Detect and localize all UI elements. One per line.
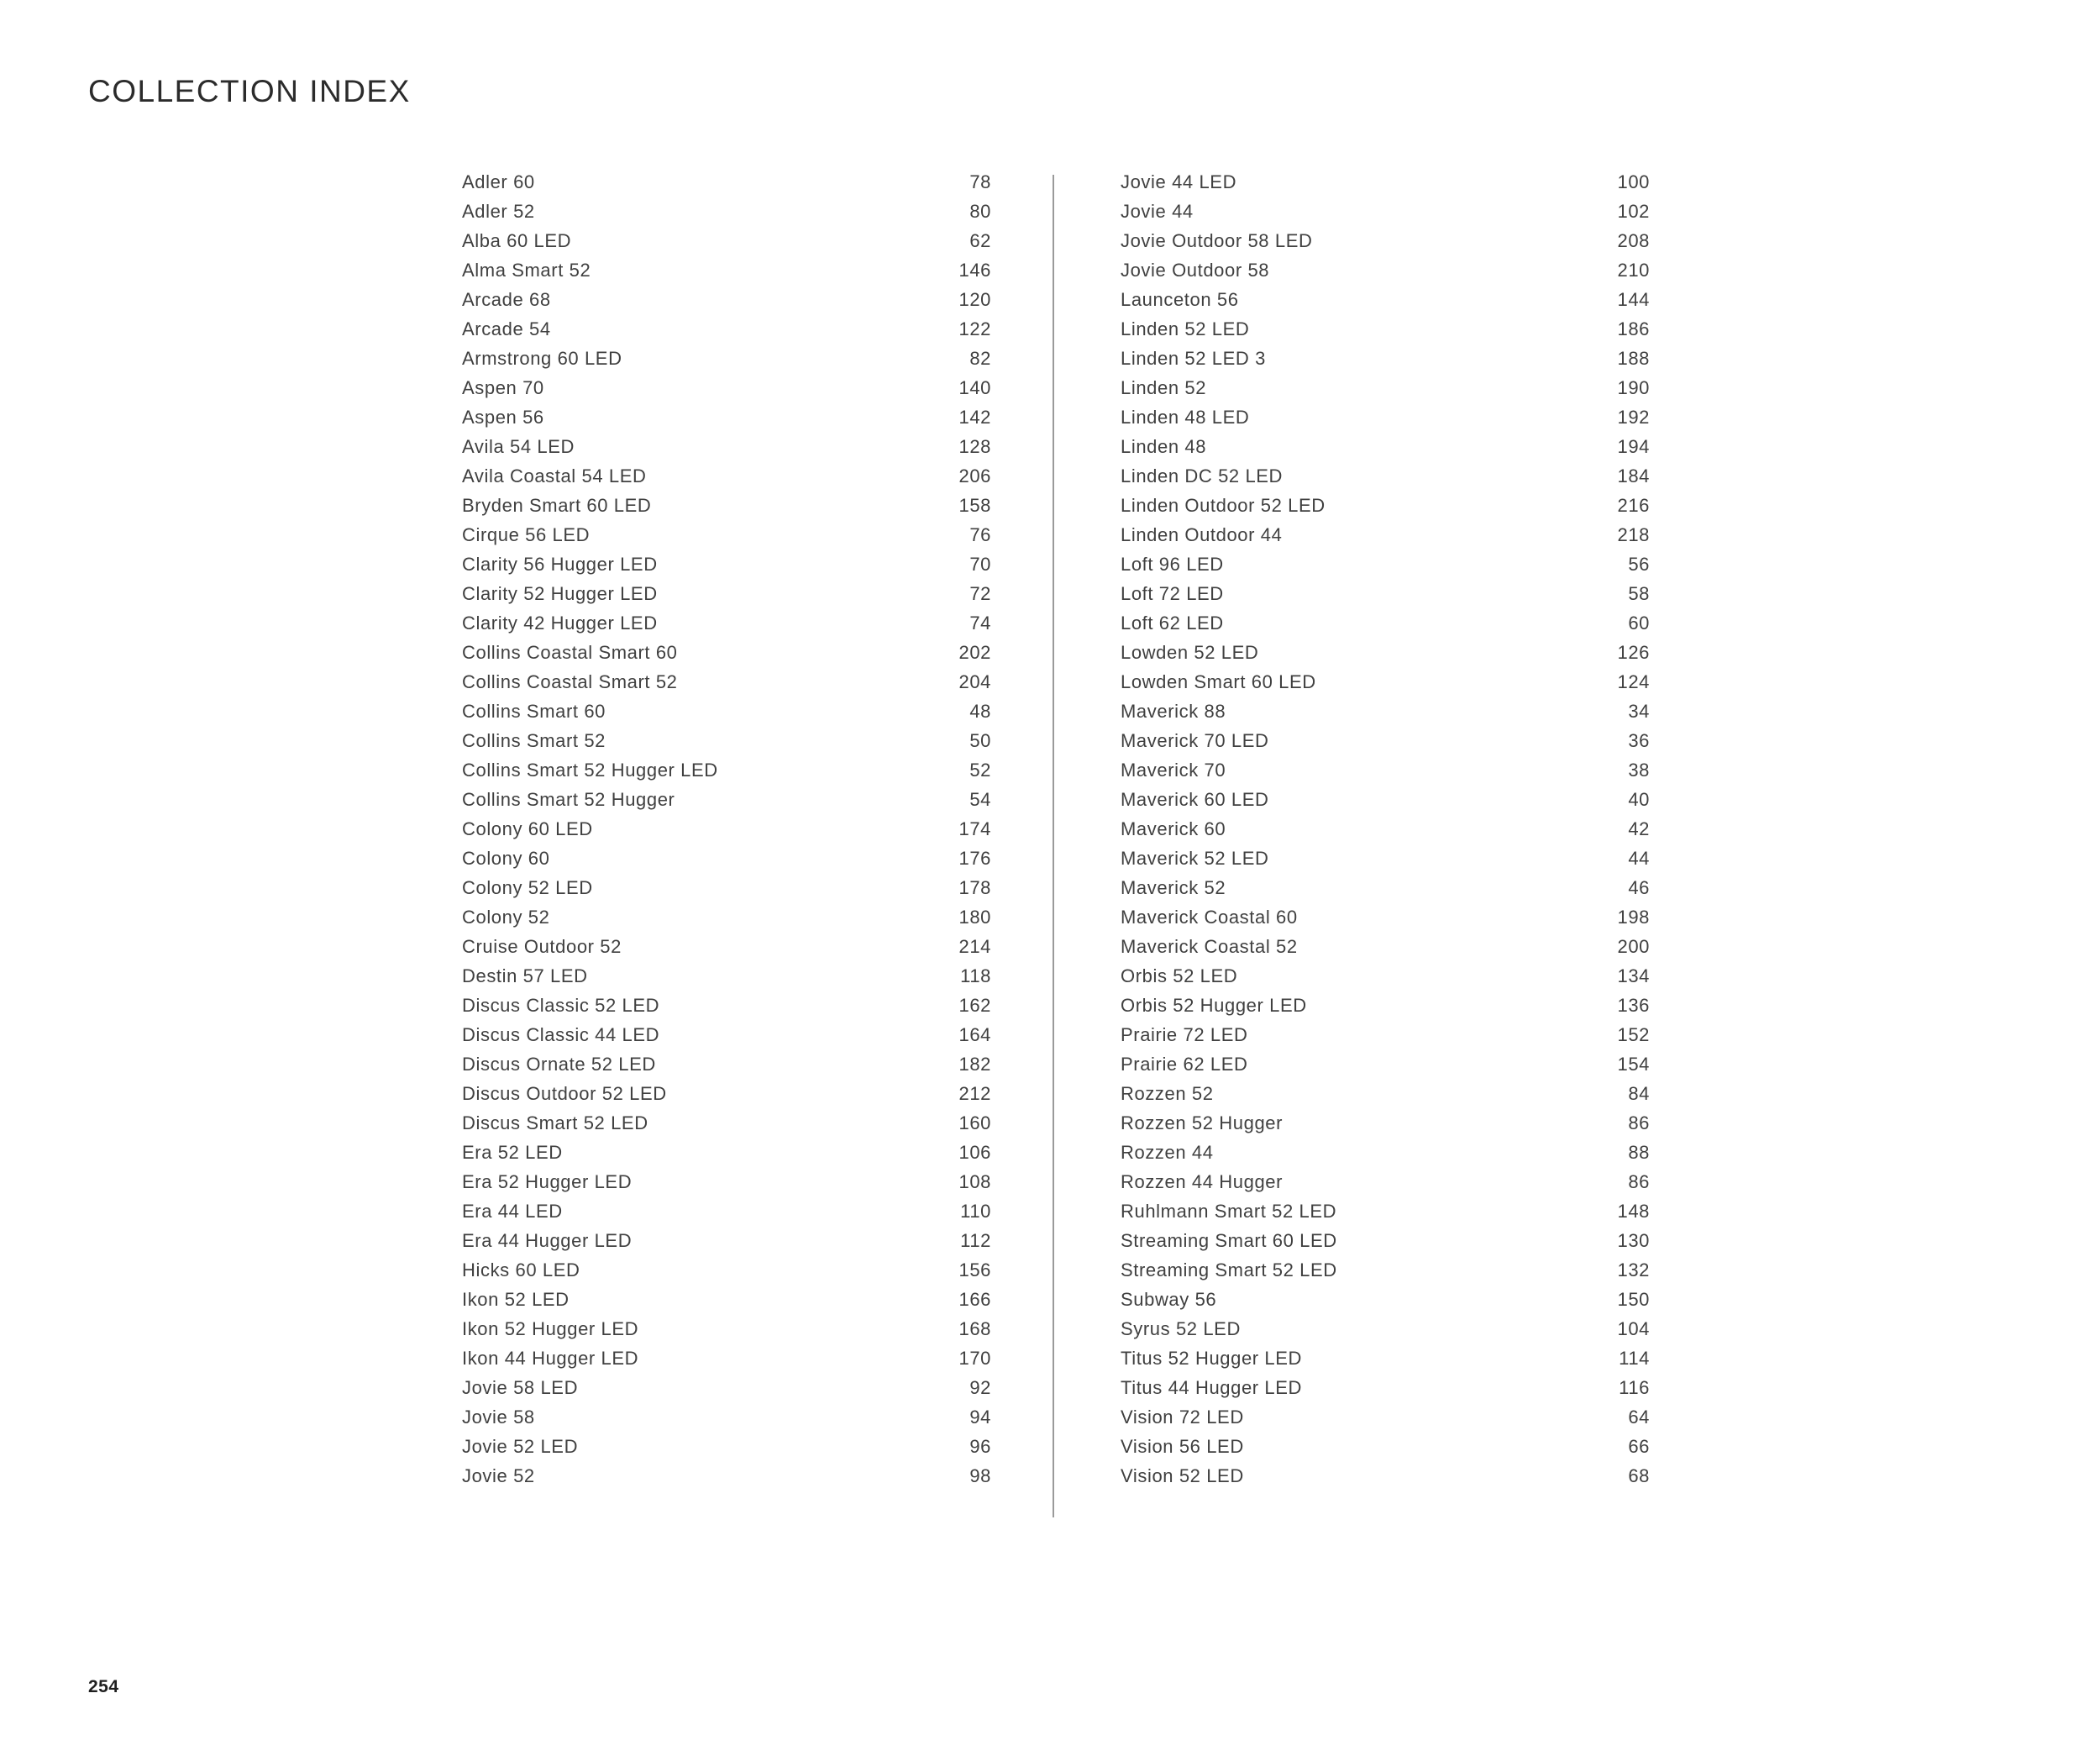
entry-name: Collins Coastal Smart 60 — [462, 641, 678, 663]
index-entry — [462, 844, 991, 873]
index-entry — [1121, 1138, 1650, 1167]
index-entry — [462, 1285, 991, 1314]
index-entry — [1121, 285, 1650, 314]
entry-page-number: 132 — [1617, 1259, 1650, 1280]
index-entry — [462, 1079, 991, 1108]
entry-page-number: 42 — [1628, 818, 1650, 839]
entry-page-number: 200 — [1617, 935, 1650, 957]
entry-name: Maverick Coastal 60 — [1121, 906, 1298, 928]
index-entry — [462, 1432, 991, 1461]
entry-name: Colony 52 — [462, 906, 550, 928]
entry-name: Era 44 Hugger LED — [462, 1229, 633, 1251]
entry-name: Ikon 44 Hugger LED — [462, 1347, 639, 1369]
index-entry — [1121, 785, 1650, 814]
index-entry — [1121, 520, 1650, 549]
index-entry — [462, 785, 991, 814]
entry-page-number: 54 — [969, 788, 991, 810]
index-entry — [462, 549, 991, 579]
index-entry — [462, 726, 991, 755]
entry-name: Vision 72 LED — [1121, 1406, 1244, 1428]
entry-name: Discus Outdoor 52 LED — [462, 1082, 667, 1104]
entry-name: Discus Ornate 52 LED — [462, 1053, 656, 1075]
entry-name: Linden 52 LED — [1121, 318, 1250, 339]
index-entry — [462, 520, 991, 549]
entry-name: Jovie 52 — [462, 1464, 535, 1486]
entry-page-number: 136 — [1617, 994, 1650, 1016]
entry-page-number: 44 — [1628, 847, 1650, 869]
index-column-left — [462, 167, 991, 1491]
entry-page-number: 46 — [1628, 876, 1650, 898]
entry-page-number: 108 — [958, 1170, 991, 1192]
index-entry — [1121, 549, 1650, 579]
entry-name: Linden Outdoor 44 — [1121, 523, 1283, 545]
entry-page-number: 100 — [1617, 171, 1650, 192]
entry-name: Hicks 60 LED — [462, 1259, 580, 1280]
index-entry — [462, 1049, 991, 1079]
index-entry — [1121, 844, 1650, 873]
index-entry — [462, 1020, 991, 1049]
entry-page-number: 126 — [1617, 641, 1650, 663]
entry-name: Jovie 52 LED — [462, 1435, 579, 1457]
index-entry — [1121, 1079, 1650, 1108]
entry-page-number: 162 — [958, 994, 991, 1016]
entry-page-number: 82 — [969, 347, 991, 369]
entry-page-number: 110 — [960, 1200, 991, 1222]
entry-name: Clarity 56 Hugger LED — [462, 553, 658, 575]
entry-page-number: 146 — [958, 259, 991, 281]
entry-name: Collins Smart 52 — [462, 729, 606, 751]
entry-name: Lowden 52 LED — [1121, 641, 1259, 663]
entry-name: Subway 56 — [1121, 1288, 1217, 1310]
entry-page-number: 58 — [1628, 582, 1650, 604]
index-entry — [1121, 1167, 1650, 1196]
page-number: 254 — [88, 1677, 119, 1696]
index-entry — [462, 344, 991, 373]
entry-page-number: 178 — [958, 876, 991, 898]
entry-name: Linden DC 52 LED — [1121, 465, 1284, 486]
entry-page-number: 40 — [1628, 788, 1650, 810]
entry-name: Streaming Smart 60 LED — [1121, 1229, 1337, 1251]
entry-name: Maverick Coastal 52 — [1121, 935, 1298, 957]
index-entry — [462, 1167, 991, 1196]
entry-page-number: 62 — [969, 229, 991, 251]
entry-name: Maverick 70 LED — [1121, 729, 1269, 751]
entry-name: Collins Smart 52 Hugger LED — [462, 759, 718, 781]
entry-page-number: 120 — [958, 288, 991, 310]
entry-page-number: 204 — [958, 670, 991, 692]
entry-name: Syrus 52 LED — [1121, 1317, 1241, 1339]
entry-page-number: 206 — [958, 465, 991, 486]
index-entry — [462, 167, 991, 197]
entry-name: Loft 62 LED — [1121, 612, 1224, 634]
entry-name: Titus 44 Hugger LED — [1121, 1376, 1303, 1398]
entry-page-number: 66 — [1628, 1435, 1650, 1457]
index-entry — [462, 1402, 991, 1432]
index-entry — [462, 608, 991, 638]
entry-name: Vision 52 LED — [1121, 1464, 1244, 1486]
entry-page-number: 88 — [1628, 1141, 1650, 1163]
index-entry — [462, 1196, 991, 1226]
entry-page-number: 60 — [1628, 612, 1650, 634]
index-entry — [462, 1138, 991, 1167]
index-entry — [1121, 638, 1650, 667]
entry-name: Loft 72 LED — [1121, 582, 1224, 604]
entry-name: Jovie Outdoor 58 — [1121, 259, 1270, 281]
entry-name: Maverick 60 LED — [1121, 788, 1269, 810]
index-entry — [462, 755, 991, 785]
entry-page-number: 114 — [1619, 1347, 1650, 1369]
entry-name: Cruise Outdoor 52 — [462, 935, 622, 957]
entry-name: Discus Classic 52 LED — [462, 994, 660, 1016]
entry-page-number: 188 — [1617, 347, 1650, 369]
entry-name: Maverick 88 — [1121, 700, 1226, 722]
index-entry — [462, 314, 991, 344]
index-entry — [462, 814, 991, 844]
entry-name: Collins Smart 60 — [462, 700, 606, 722]
index-entry — [1121, 373, 1650, 402]
entry-name: Streaming Smart 52 LED — [1121, 1259, 1337, 1280]
entry-name: Collins Smart 52 Hugger — [462, 788, 675, 810]
index-entry — [462, 1226, 991, 1255]
entry-name: Prairie 62 LED — [1121, 1053, 1248, 1075]
index-entry — [462, 1343, 991, 1373]
entry-page-number: 124 — [1617, 670, 1650, 692]
entry-page-number: 216 — [1617, 494, 1650, 516]
entry-name: Rozzen 52 Hugger — [1121, 1112, 1284, 1133]
entry-page-number: 34 — [1628, 700, 1650, 722]
entry-page-number: 94 — [969, 1406, 991, 1428]
entry-name: Arcade 54 — [462, 318, 551, 339]
index-entry — [462, 432, 991, 461]
index-entry — [462, 638, 991, 667]
entry-name: Lowden Smart 60 LED — [1121, 670, 1316, 692]
entry-name: Orbis 52 Hugger LED — [1121, 994, 1307, 1016]
index-entry — [1121, 1226, 1650, 1255]
index-entry — [1121, 255, 1650, 285]
entry-page-number: 56 — [1628, 553, 1650, 575]
index-entry — [462, 226, 991, 255]
index-entry — [462, 991, 991, 1020]
entry-name: Destin 57 LED — [462, 965, 588, 986]
entry-page-number: 160 — [958, 1112, 991, 1133]
entry-name: Ikon 52 LED — [462, 1288, 570, 1310]
entry-page-number: 92 — [969, 1376, 991, 1398]
entry-page-number: 192 — [1617, 406, 1650, 428]
index-entry — [462, 961, 991, 991]
entry-page-number: 176 — [958, 847, 991, 869]
index-entry — [462, 1255, 991, 1285]
entry-name: Ikon 52 Hugger LED — [462, 1317, 639, 1339]
entry-page-number: 134 — [1617, 965, 1650, 986]
index-entry — [462, 697, 991, 726]
entry-page-number: 142 — [958, 406, 991, 428]
entry-name: Alba 60 LED — [462, 229, 572, 251]
entry-name: Maverick 70 — [1121, 759, 1226, 781]
entry-name: Adler 52 — [462, 200, 535, 222]
entry-page-number: 70 — [969, 553, 991, 575]
entry-page-number: 174 — [958, 818, 991, 839]
index-entry — [1121, 1049, 1650, 1079]
entry-page-number: 164 — [958, 1023, 991, 1045]
entry-name: Rozzen 44 — [1121, 1141, 1214, 1163]
entry-name: Colony 60 — [462, 847, 550, 869]
entry-name: Linden 48 — [1121, 435, 1207, 457]
entry-page-number: 154 — [1617, 1053, 1650, 1075]
index-column-right — [1121, 167, 1650, 1491]
entry-name: Linden 52 — [1121, 376, 1207, 398]
page-title: COLLECTION INDEX — [88, 74, 411, 108]
index-entry — [1121, 1196, 1650, 1226]
entry-page-number: 210 — [1617, 259, 1650, 281]
entry-page-number: 148 — [1617, 1200, 1650, 1222]
entry-name: Colony 60 LED — [462, 818, 593, 839]
entry-name: Aspen 70 — [462, 376, 544, 398]
entry-page-number: 52 — [969, 759, 991, 781]
entry-page-number: 116 — [1619, 1376, 1650, 1398]
entry-page-number: 218 — [1617, 523, 1650, 545]
entry-page-number: 140 — [958, 376, 991, 398]
entry-name: Prairie 72 LED — [1121, 1023, 1248, 1045]
entry-page-number: 150 — [1617, 1288, 1650, 1310]
entry-page-number: 152 — [1617, 1023, 1650, 1045]
entry-page-number: 198 — [1617, 906, 1650, 928]
entry-page-number: 48 — [969, 700, 991, 722]
entry-page-number: 186 — [1617, 318, 1650, 339]
index-entry — [1121, 1108, 1650, 1138]
entry-page-number: 38 — [1628, 759, 1650, 781]
entry-name: Linden Outdoor 52 LED — [1121, 494, 1326, 516]
entry-page-number: 190 — [1617, 376, 1650, 398]
index-entry — [1121, 961, 1650, 991]
entry-page-number: 80 — [969, 200, 991, 222]
index-entry — [462, 373, 991, 402]
index-entry — [1121, 1461, 1650, 1491]
entry-name: Era 52 Hugger LED — [462, 1170, 633, 1192]
entry-page-number: 72 — [969, 582, 991, 604]
index-entry — [1121, 432, 1650, 461]
entry-page-number: 106 — [958, 1141, 991, 1163]
index-entry — [1121, 226, 1650, 255]
entry-name: Jovie 58 — [462, 1406, 535, 1428]
index-entry — [1121, 197, 1650, 226]
entry-page-number: 78 — [969, 171, 991, 192]
index-entry — [462, 1314, 991, 1343]
entry-page-number: 68 — [1628, 1464, 1650, 1486]
index-entry — [462, 402, 991, 432]
entry-page-number: 184 — [1617, 465, 1650, 486]
entry-name: Era 44 LED — [462, 1200, 563, 1222]
index-entry — [462, 1108, 991, 1138]
index-entry — [1121, 461, 1650, 491]
entry-name: Vision 56 LED — [1121, 1435, 1244, 1457]
index-entry — [1121, 667, 1650, 697]
entry-name: Linden 48 LED — [1121, 406, 1250, 428]
entry-name: Cirque 56 LED — [462, 523, 591, 545]
index-entry — [462, 902, 991, 932]
entry-page-number: 98 — [969, 1464, 991, 1486]
index-entry — [1121, 1343, 1650, 1373]
entry-name: Rozzen 52 — [1121, 1082, 1214, 1104]
index-entry — [1121, 873, 1650, 902]
index-entry — [1121, 491, 1650, 520]
entry-name: Alma Smart 52 — [462, 259, 591, 281]
entry-name: Orbis 52 LED — [1121, 965, 1238, 986]
index-entry — [1121, 344, 1650, 373]
index-entry — [462, 491, 991, 520]
entry-page-number: 36 — [1628, 729, 1650, 751]
index-entry — [1121, 902, 1650, 932]
index-entry — [462, 932, 991, 961]
entry-page-number: 212 — [958, 1082, 991, 1104]
entry-page-number: 96 — [969, 1435, 991, 1457]
entry-name: Loft 96 LED — [1121, 553, 1224, 575]
entry-name: Maverick 60 — [1121, 818, 1226, 839]
entry-page-number: 180 — [958, 906, 991, 928]
entry-page-number: 168 — [958, 1317, 991, 1339]
entry-name: Launceton 56 — [1121, 288, 1239, 310]
entry-name: Colony 52 LED — [462, 876, 593, 898]
entry-page-number: 156 — [958, 1259, 991, 1280]
index-entry — [1121, 1432, 1650, 1461]
entry-name: Era 52 LED — [462, 1141, 563, 1163]
entry-page-number: 74 — [969, 612, 991, 634]
entry-page-number: 194 — [1617, 435, 1650, 457]
index-entry — [462, 873, 991, 902]
index-entry — [1121, 314, 1650, 344]
entry-page-number: 102 — [1617, 200, 1650, 222]
index-entry — [1121, 1285, 1650, 1314]
index-entry — [1121, 579, 1650, 608]
index-entry — [462, 1461, 991, 1491]
entry-name: Discus Smart 52 LED — [462, 1112, 648, 1133]
entry-page-number: 64 — [1628, 1406, 1650, 1428]
entry-page-number: 86 — [1628, 1112, 1650, 1133]
entry-page-number: 104 — [1617, 1317, 1650, 1339]
entry-name: Linden 52 LED 3 — [1121, 347, 1266, 369]
index-entry — [462, 197, 991, 226]
index-entry — [1121, 1020, 1650, 1049]
entry-name: Clarity 42 Hugger LED — [462, 612, 658, 634]
entry-page-number: 122 — [958, 318, 991, 339]
entry-page-number: 112 — [960, 1229, 991, 1251]
entry-name: Avila 54 LED — [462, 435, 575, 457]
entry-page-number: 170 — [958, 1347, 991, 1369]
index-entry — [462, 285, 991, 314]
index-entry — [1121, 1255, 1650, 1285]
index-entry — [1121, 814, 1650, 844]
entry-name: Jovie 58 LED — [462, 1376, 579, 1398]
entry-page-number: 118 — [960, 965, 991, 986]
index-entry — [462, 1373, 991, 1402]
entry-page-number: 144 — [1617, 288, 1650, 310]
index-entry — [1121, 991, 1650, 1020]
entry-page-number: 84 — [1628, 1082, 1650, 1104]
entry-page-number: 158 — [958, 494, 991, 516]
index-entry — [1121, 608, 1650, 638]
index-entry — [462, 461, 991, 491]
index-entry — [1121, 1373, 1650, 1402]
index-entry — [462, 667, 991, 697]
entry-name: Clarity 52 Hugger LED — [462, 582, 658, 604]
index-entry — [1121, 726, 1650, 755]
entry-name: Rozzen 44 Hugger — [1121, 1170, 1284, 1192]
entry-page-number: 166 — [958, 1288, 991, 1310]
entry-name: Arcade 68 — [462, 288, 551, 310]
entry-page-number: 128 — [958, 435, 991, 457]
entry-name: Maverick 52 — [1121, 876, 1226, 898]
index-entry — [1121, 167, 1650, 197]
entry-page-number: 208 — [1617, 229, 1650, 251]
entry-page-number: 86 — [1628, 1170, 1650, 1192]
entry-name: Collins Coastal Smart 52 — [462, 670, 678, 692]
entry-name: Jovie Outdoor 58 LED — [1121, 229, 1313, 251]
index-entry — [1121, 697, 1650, 726]
index-entry — [462, 579, 991, 608]
entry-page-number: 182 — [958, 1053, 991, 1075]
index-entry — [1121, 1314, 1650, 1343]
entry-name: Discus Classic 44 LED — [462, 1023, 660, 1045]
entry-name: Armstrong 60 LED — [462, 347, 622, 369]
index-entry — [1121, 402, 1650, 432]
entry-page-number: 76 — [969, 523, 991, 545]
index-entry — [1121, 755, 1650, 785]
entry-name: Ruhlmann Smart 52 LED — [1121, 1200, 1337, 1222]
entry-page-number: 50 — [969, 729, 991, 751]
entry-name: Jovie 44 — [1121, 200, 1194, 222]
index-entry — [462, 255, 991, 285]
entry-page-number: 214 — [958, 935, 991, 957]
entry-page-number: 130 — [1617, 1229, 1650, 1251]
entry-name: Avila Coastal 54 LED — [462, 465, 647, 486]
entry-name: Aspen 56 — [462, 406, 544, 428]
index-entry — [1121, 932, 1650, 961]
index-entry — [1121, 1402, 1650, 1432]
entry-name: Bryden Smart 60 LED — [462, 494, 652, 516]
column-divider — [1053, 175, 1054, 1517]
entry-page-number: 202 — [958, 641, 991, 663]
entry-name: Adler 60 — [462, 171, 535, 192]
entry-name: Maverick 52 LED — [1121, 847, 1269, 869]
entry-name: Titus 52 Hugger LED — [1121, 1347, 1303, 1369]
entry-name: Jovie 44 LED — [1121, 171, 1237, 192]
